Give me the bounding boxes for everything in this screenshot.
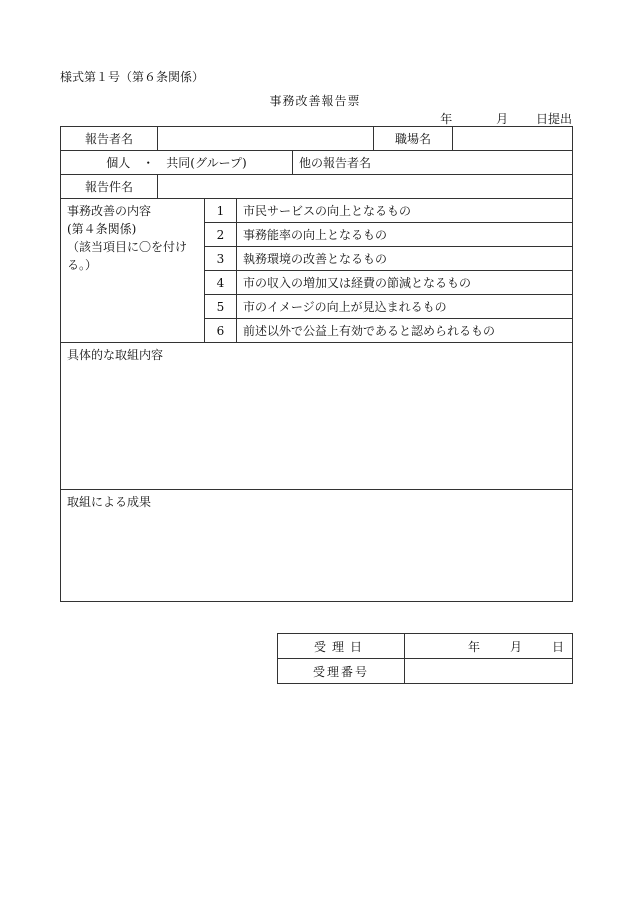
subject-field[interactable] [158,175,573,199]
workplace-label: 職場名 [374,127,453,151]
item-number: 2 [205,223,237,247]
receipt-table [277,633,573,684]
item-number: 5 [205,295,237,319]
improvement-label-line3: （該当項目に〇を付け [67,240,188,254]
item-number: 4 [205,271,237,295]
submit-day-label: 日提出 [535,112,572,126]
receipt-year-label: 年 [467,639,480,654]
item-text[interactable]: 前述以外で公益上有効であると認められるもの [237,319,573,343]
improvement-label-line2: (第４条関係) [67,222,137,236]
item-number: 3 [205,247,237,271]
specific-content-field[interactable] [61,343,573,490]
submit-year-label: 年 [440,112,453,126]
receipt-date-label: 受理日 [278,634,405,659]
improvement-label-line4: る。） [67,258,98,272]
workplace-field[interactable] [453,127,573,151]
individual-joint-option[interactable]: 個人 ・ 共同(グループ) [61,151,293,175]
form-title: 事務改善報告票 [269,94,361,108]
subject-label: 報告件名 [61,175,158,199]
form-number: 様式第１号（第６条関係） [60,70,205,84]
receipt-date-field[interactable] [405,634,573,659]
item-text[interactable]: 市のイメージの向上が見込まれるもの [237,295,573,319]
submit-month-label: 月 [496,112,509,126]
receipt-month-label: 月 [509,639,522,654]
item-text[interactable]: 事務能率の向上となるもの [237,223,573,247]
item-text[interactable]: 市の収入の増加又は経費の節減となるもの [237,271,573,295]
reporter-field[interactable] [158,127,374,151]
receipt-number-label: 受理番号 [278,659,405,684]
item-text[interactable]: 執務環境の改善となるもの [237,247,573,271]
item-number: 1 [205,199,237,223]
receipt-number-field[interactable] [405,659,573,684]
specific-content-label: 具体的な取組内容 [67,348,164,362]
submit-date [440,110,572,127]
improvement-label [61,199,205,343]
item-text[interactable]: 市民サービスの向上となるもの [237,199,573,223]
results-label: 取組による成果 [67,495,152,509]
report-form-table [60,126,573,602]
reporter-label: 報告者名 [61,127,158,151]
results-field[interactable] [61,490,573,602]
receipt-day-label: 日 [551,639,564,654]
improvement-label-line1: 事務改善の内容 [67,204,152,218]
item-number: 6 [205,319,237,343]
other-reporters-field[interactable] [293,151,573,175]
other-reporters-label: 他の報告者名 [299,156,372,170]
